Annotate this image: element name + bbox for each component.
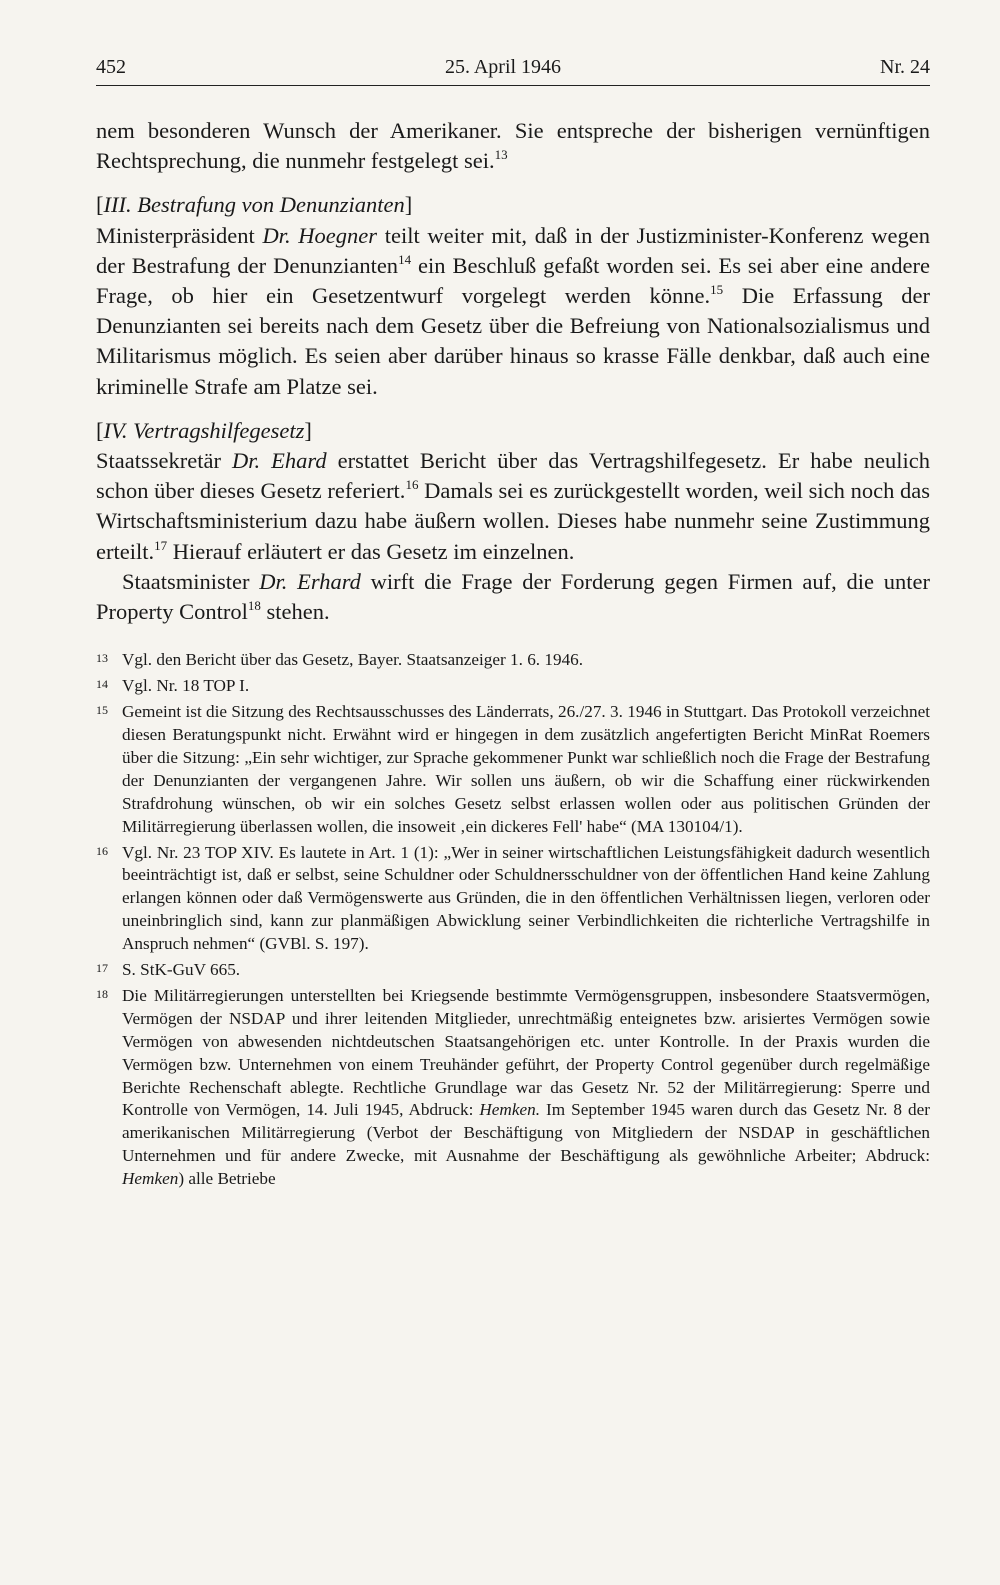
- paragraph-hoegner: Ministerpräsident Dr. Hoegner teilt weiter mit, daß in der Justizminister-Konferenz wegen der Bestrafung der Denunzianten$^{14}$ ein Beschluß gefaßt worden sei. Es sei aber eine andere Frage, ob hier ein Gesetzentwurf vorgelegt werden könne.$^{15}$ Die Erfassung der Denunzianten sei bereits nach dem Gesetz über die Befreiung von Nationalsozialismus und Militarismus möglich. Es seien aber darüber hinaus so krasse Fälle denkbar, daß auch eine kriminelle Strafe am Platze sei.: [96, 222, 930, 399]
- footnote-text: Die Militärregierungen unterstellten bei Kriegsende bestimmte Vermögensgruppen, insbesondere Staatsvermögen, Vermögen der NSDAP und ihrer leitenden Mitglieder, unrechtmäßig enteignetes bzw. arisiertes Vermögen sowie Vermögen von abwesenden nichtdeutschen Staatsangehörigen etc. unter Kontrolle. In der Praxis wurden die Vermögen bzw. Unternehmen von einem Treuhänder geführt, der Property Control gegenüber durch regelmäßige Berichte Rechenschaft ablegte. Rechtliche Grundlage war das Gesetz Nr. 52 der Militärregierung: Sperre und Kontrolle von Vermögen, 14. Juli 1945, Abdruck: Hemken. Im September 1945 waren durch das Gesetz Nr. 8 der amerikanischen Militärregierung (Verbot der Beschäftigung von Mitgliedern der NSDAP in geschäftlichen Unternehmen und für andere Zwecke, mit Ausnahme der Beschäftigung als gewöhnliche Arbeiter; Abdruck: Hemken) alle Betriebe: [122, 985, 930, 1189]
- footnote-number: 16: [96, 843, 108, 858]
- paragraph-ehard: Staatssekretär Dr. Ehard erstattet Bericht über das Vertragshilfegesetz. Er habe neulich schon über dieses Gesetz referiert.$^{16}$ Damals sei es zurückgestellt worden, weil sich noch das Wirtschaftsministerium dazu habe äußern wollen. Dieses habe nunmehr seine Zustimmung erteilt.$^{17}$ Hierauf erläutert er das Gesetz im einzelnen.: [96, 448, 930, 564]
- footnote-ref: 16: [405, 477, 419, 493]
- document-page: [96, 56, 930, 1194]
- body-text: [96, 116, 930, 627]
- footnote-ref: 13: [494, 147, 508, 163]
- reference-name: Hemken: [122, 1169, 179, 1189]
- footnote-text: Vgl. Nr. 23 TOP XIV. Es lautete in Art. 1 (1): „Wer in seiner wirtschaftlichen Leistungsfähigkeit dadurch wesentlich beeinträchtigt ist, daß er selbst, seine Schuldner oder Schuldnersschuldner von der öffentlichen Hand keine Zahlung erlangen können oder daß Vermögenswerte aus Gründen, die in den öffentlichen Verhältnissen liegen, verloren oder uneinbringlich sind, kann zur planmäßigen Abwicklung seiner Verbindlichkeiten die richterliche Vertragshilfe in Anspruch nehmen“ (GVBl. S. 197).: [122, 842, 930, 954]
- footnote-text: S. StK-GuV 665.: [122, 960, 241, 980]
- section-heading-iii: [III. Bestrafung von Denunzianten]: [96, 192, 413, 218]
- section-heading-iv: [IV. Vertragshilfegesetz]: [96, 417, 312, 443]
- paragraph-continuation: nem besonderen Wunsch der Amerikaner. Sie entspreche der bisherigen vernünftigen Rechtsprechung, die nunmehr festgelegt sei.$^{13}$: [96, 118, 930, 174]
- footnote-ref: 14: [398, 251, 412, 267]
- footnote-13: [96, 649, 930, 672]
- running-header: [96, 56, 930, 86]
- header-date: 25. April 1946: [444, 56, 562, 78]
- footnote-number: 17: [96, 961, 108, 976]
- footnote-number: 15: [96, 703, 108, 718]
- footnote-14: [96, 675, 930, 698]
- footnote-18: [96, 985, 930, 1191]
- footnote-number: 14: [96, 677, 108, 692]
- footnote-16: [96, 842, 930, 957]
- person-name: Dr. Ehard: [232, 448, 327, 474]
- footnote-text: Gemeint ist die Sitzung des Rechtsausschusses des Länderrats, 26./27. 3. 1946 in Stuttgart. Das Protokoll verzeichnet diesen Beratungspunkt nicht. Erwähnt wird er hingegen in dem zusätzlich angefertigten Bericht MinRat Roemers über die Sitzung: „Ein sehr wichtiger, zur Sprache gekommener Punkt war schließlich noch die Frage der Bestrafung der Denunzianten der vergangenen Jahre. Wir sollen uns äußern, ob wir die Schaffung einer rückwirkenden Strafdrohung wünschen, ob wir ein solches Gesetz selbst erlassen wollen oder aus politischen Gründen der Militärregierung überlassen wollen, die insoweit ‚ein dickeres Fell' habe“ (MA 130104/1).: [122, 702, 930, 836]
- footnotes: [96, 649, 930, 1191]
- person-name: Dr. Hoegner: [262, 222, 378, 248]
- page-number: 452: [96, 56, 126, 78]
- footnote-text: Vgl. den Bericht über das Gesetz, Bayer. Staatsanzeiger 1. 6. 1946.: [122, 650, 584, 670]
- person-name: Dr. Erhard: [259, 568, 361, 594]
- paragraph-erhard: Staatsminister Dr. Erhard wirft die Frage der Forderung gegen Firmen auf, die unter Property Control$^{18}$ stehen.: [96, 568, 930, 625]
- footnote-ref: 17: [154, 537, 168, 553]
- footnote-text: Vgl. Nr. 18 TOP I.: [122, 676, 250, 696]
- footnote-ref: 18: [247, 598, 261, 614]
- footnote-number: 18: [96, 986, 108, 1001]
- footnote-15: [96, 701, 930, 838]
- reference-name: Hemken.: [479, 1100, 540, 1120]
- footnote-17: [96, 959, 930, 982]
- document-number: Nr. 24: [880, 56, 930, 78]
- footnote-ref: 15: [710, 282, 724, 298]
- footnote-number: 13: [96, 651, 108, 666]
